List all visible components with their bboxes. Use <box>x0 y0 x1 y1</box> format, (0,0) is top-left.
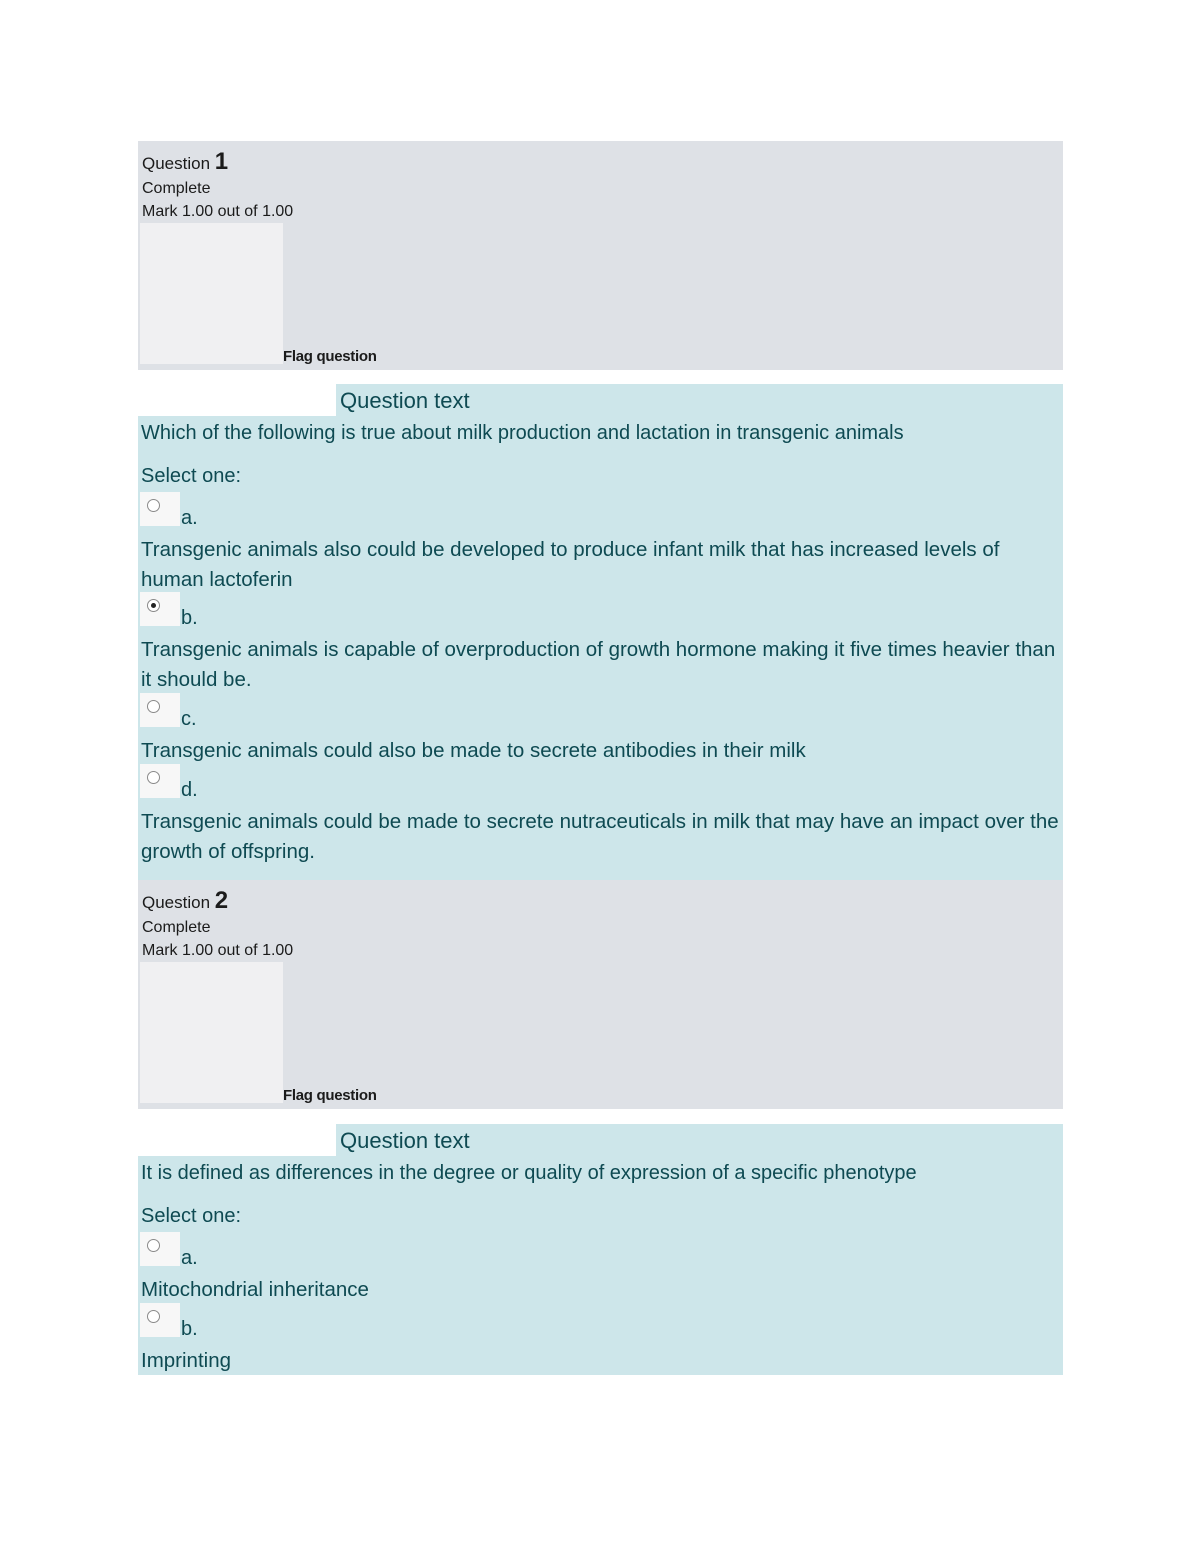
option-b-radio[interactable] <box>147 599 160 612</box>
flag-question-link[interactable]: Flag question <box>283 1087 377 1104</box>
flag-icon[interactable] <box>140 962 283 1103</box>
question-label: Question <box>142 154 211 173</box>
question-2-content <box>138 1124 1063 1375</box>
select-one-prompt: Select one: <box>141 1205 242 1227</box>
question-state: Complete <box>142 919 211 936</box>
question-1-content <box>138 384 1063 880</box>
option-b-radio-box[interactable] <box>140 592 180 626</box>
option-c-text[interactable]: Transgenic animals could also be made to secrete antibodies in their milk <box>141 739 806 762</box>
option-a-radio-box[interactable] <box>140 1232 180 1266</box>
option-a-text[interactable]: Mitochondrial inheritance <box>141 1278 369 1301</box>
question-grade: Mark 1.00 out of 1.00 <box>142 942 294 959</box>
question-state: Complete <box>142 180 211 197</box>
option-b-text[interactable]: Transgenic animals is capable of overproduction of growth hormone making it five times heavier than it should be. <box>141 638 1056 691</box>
question-text-heading: Question text <box>340 388 470 413</box>
option-d-radio-box[interactable] <box>140 764 180 798</box>
flag-question-link[interactable]: Flag question <box>283 348 377 365</box>
select-one-prompt: Select one: <box>141 465 242 487</box>
question-2-info <box>138 880 1063 1109</box>
option-d-text[interactable]: Transgenic animals could be made to secrete nutraceuticals in milk that may have an impact over the growth of offspring. <box>141 810 1059 863</box>
question-text: Which of the following is true about milk production and lactation in transgenic animals <box>141 422 904 444</box>
option-b-text[interactable]: Imprinting <box>141 1349 232 1372</box>
option-a-radio[interactable] <box>147 1239 160 1252</box>
option-c-letter: c. <box>181 708 197 730</box>
question-number-value: 1 <box>214 148 229 175</box>
option-b-letter: b. <box>181 607 198 629</box>
option-a-text[interactable]: Transgenic animals also could be developed to produce infant milk that has increased levels of human lactoferin <box>141 538 1000 591</box>
spacer <box>138 384 336 416</box>
option-c-radio[interactable] <box>147 700 160 713</box>
spacer <box>138 1124 336 1156</box>
question-label: Question <box>142 893 211 912</box>
question-1-info <box>138 141 1063 370</box>
question-number <box>142 887 228 915</box>
option-d-letter: d. <box>181 779 198 801</box>
question-number <box>142 148 228 176</box>
option-b-radio[interactable] <box>147 1310 160 1323</box>
question-text-heading: Question text <box>340 1128 470 1153</box>
question-grade: Mark 1.00 out of 1.00 <box>142 203 294 220</box>
flag-icon[interactable] <box>140 223 283 364</box>
option-a-radio[interactable] <box>147 499 160 512</box>
question-text: It is defined as differences in the degree or quality of expression of a specific phenotype <box>141 1162 917 1184</box>
option-b-radio-box[interactable] <box>140 1303 180 1337</box>
option-a-letter: a. <box>181 507 198 529</box>
option-b-letter: b. <box>181 1318 198 1340</box>
option-d-radio[interactable] <box>147 771 160 784</box>
option-c-radio-box[interactable] <box>140 693 180 727</box>
question-number-value: 2 <box>214 887 229 914</box>
option-a-letter: a. <box>181 1247 198 1269</box>
option-a-radio-box[interactable] <box>140 492 180 526</box>
